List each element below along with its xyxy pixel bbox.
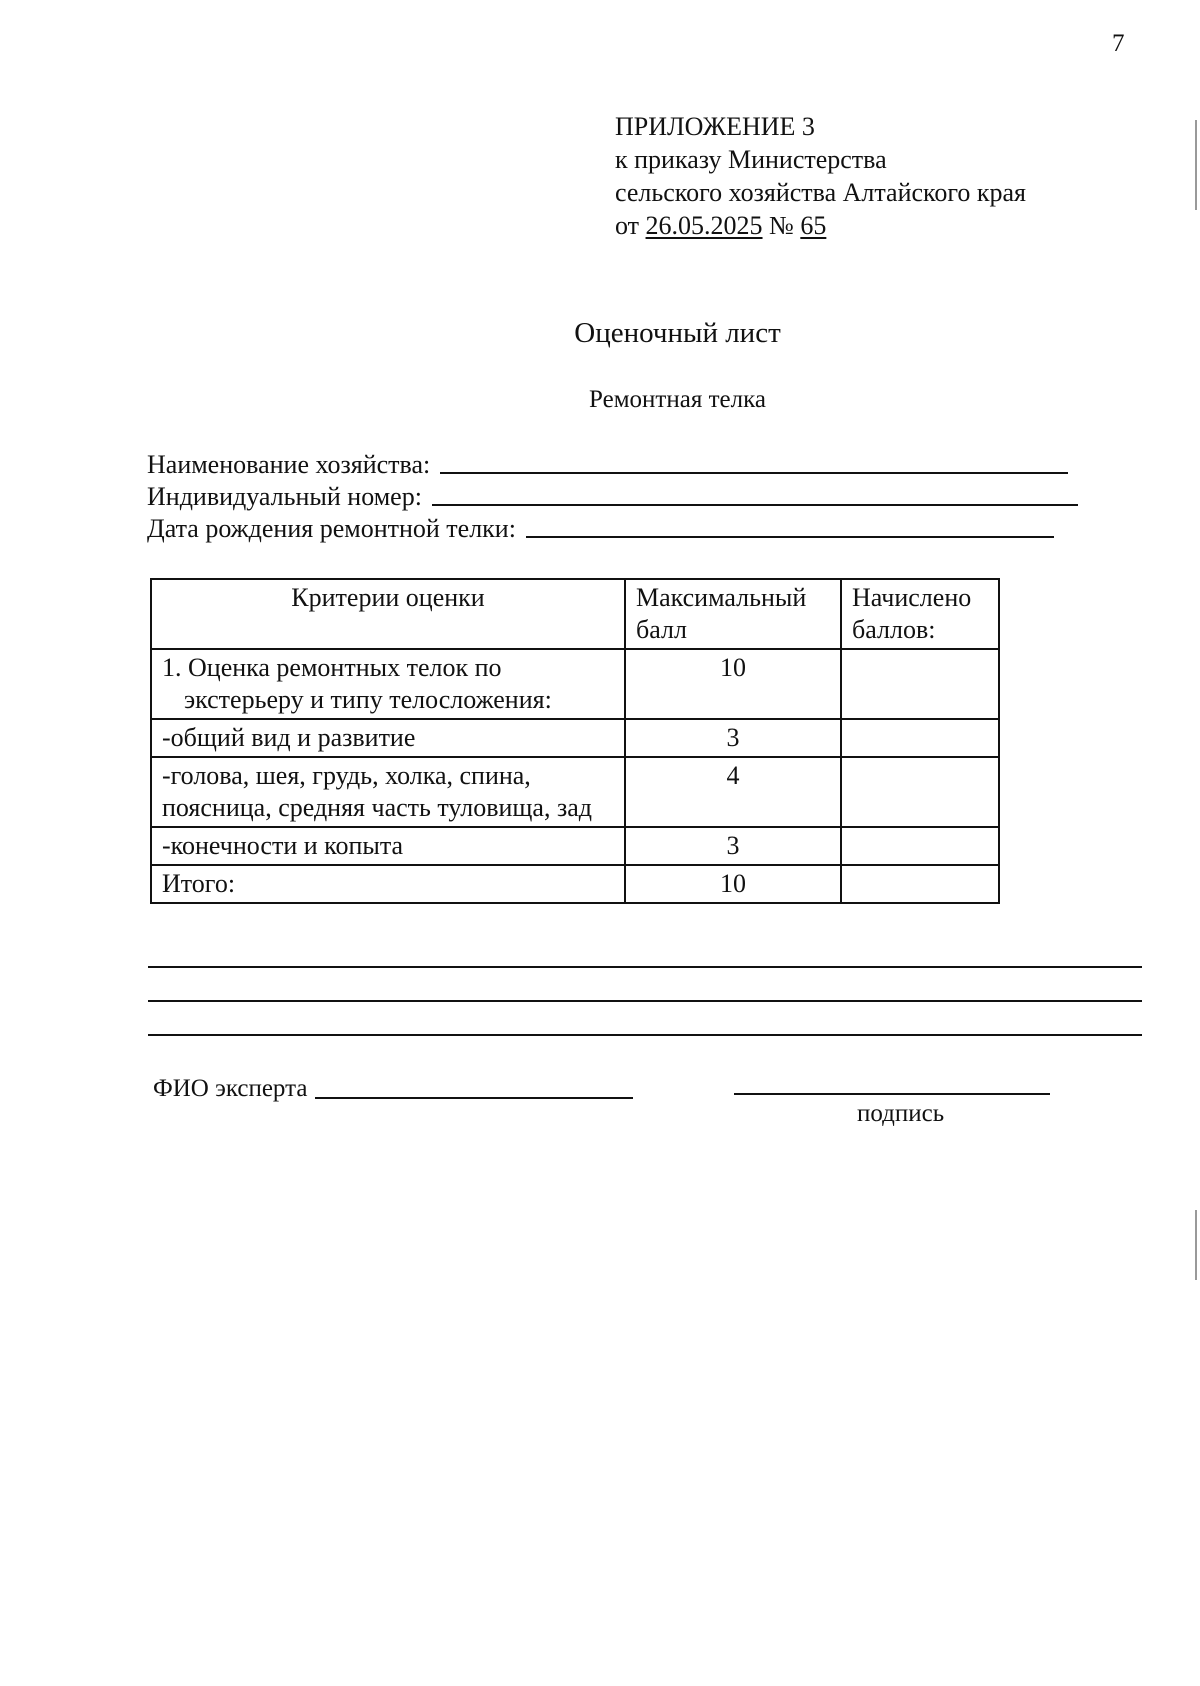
total-awarded-score-cell[interactable] bbox=[841, 865, 999, 903]
individual-number-field[interactable] bbox=[147, 480, 1078, 512]
appendix-date-line bbox=[615, 209, 1026, 242]
table-row-total bbox=[151, 865, 999, 903]
signature-line[interactable] bbox=[734, 1093, 1050, 1095]
expert-name-label: ФИО эксперта bbox=[153, 1075, 308, 1102]
max-score-cell: 3 bbox=[625, 827, 841, 865]
max-score-cell: 4 bbox=[625, 757, 841, 827]
criterion-cell: -голова, шея, грудь, холка, спина, поясница, средняя часть туловища, зад bbox=[151, 757, 625, 827]
header-max-score: Максимальный балл bbox=[625, 579, 841, 649]
expert-name-blank[interactable] bbox=[315, 1097, 633, 1099]
criterion-cell: -конечности и копыта bbox=[151, 827, 625, 865]
max-score-cell: 3 bbox=[625, 719, 841, 757]
form-fields bbox=[147, 448, 1078, 544]
appendix-title: ПРИЛОЖЕНИЕ 3 bbox=[615, 112, 815, 141]
awarded-score-cell[interactable] bbox=[841, 827, 999, 865]
document-subtitle: Ремонтная телка bbox=[589, 386, 766, 413]
farm-name-field[interactable] bbox=[147, 448, 1078, 480]
date-prefix: от bbox=[615, 211, 640, 240]
total-max-score-cell: 10 bbox=[625, 865, 841, 903]
evaluation-table bbox=[150, 578, 1000, 904]
table-row bbox=[151, 757, 999, 827]
birth-date-field[interactable] bbox=[147, 512, 1078, 544]
criterion-cell: 1. Оценка ремонтных телок по экстерьеру и типу телосложения: bbox=[151, 649, 625, 719]
table-row bbox=[151, 827, 999, 865]
max-score-cell: 10 bbox=[625, 649, 841, 719]
awarded-score-cell[interactable] bbox=[841, 649, 999, 719]
appendix-header bbox=[615, 110, 1026, 242]
farm-name-blank[interactable] bbox=[440, 470, 1068, 474]
awarded-score-cell[interactable] bbox=[841, 719, 999, 757]
birth-date-blank[interactable] bbox=[526, 534, 1054, 538]
criterion-cell: -общий вид и развитие bbox=[151, 719, 625, 757]
number-prefix: № bbox=[769, 211, 794, 240]
document-title: Оценочный лист bbox=[574, 317, 781, 349]
page-number: 7 bbox=[1112, 30, 1125, 57]
order-number: 65 bbox=[800, 211, 827, 240]
notes-line[interactable] bbox=[148, 1034, 1142, 1036]
farm-name-label: Наименование хозяйства: bbox=[147, 450, 431, 479]
individual-number-blank[interactable] bbox=[432, 502, 1078, 506]
table-row bbox=[151, 719, 999, 757]
scan-edge-mark bbox=[1195, 1210, 1197, 1280]
individual-number-label: Индивидуальный номер: bbox=[147, 482, 422, 511]
header-criteria: Критерии оценки bbox=[151, 579, 625, 649]
expert-name-field[interactable] bbox=[153, 1075, 633, 1103]
notes-line[interactable] bbox=[148, 1000, 1142, 1002]
appendix-ministry-line: сельского хозяйства Алтайского края bbox=[615, 178, 1027, 207]
notes-line[interactable] bbox=[148, 966, 1142, 968]
table-header-row bbox=[151, 579, 999, 649]
appendix-order-line: к приказу Министерства bbox=[615, 145, 887, 174]
total-label-cell: Итого: bbox=[151, 865, 625, 903]
table-row bbox=[151, 649, 999, 719]
header-awarded-score: Начислено баллов: bbox=[841, 579, 999, 649]
birth-date-label: Дата рождения ремонтной телки: bbox=[147, 514, 516, 543]
awarded-score-cell[interactable] bbox=[841, 757, 999, 827]
signature-caption: подпись bbox=[857, 1100, 945, 1127]
scan-edge-mark bbox=[1195, 120, 1197, 210]
order-date: 26.05.2025 bbox=[645, 211, 763, 240]
